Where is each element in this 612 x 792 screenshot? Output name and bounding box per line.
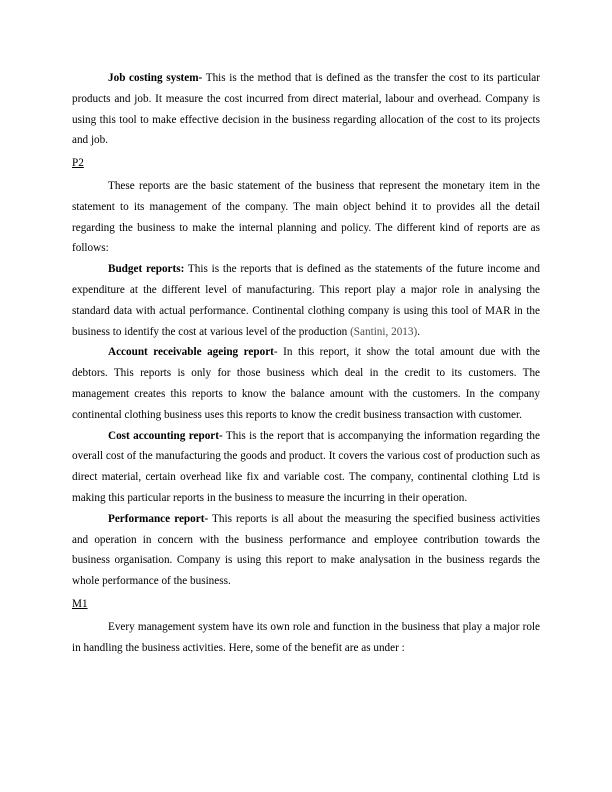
cost-accounting-label: Cost accounting report- (108, 429, 223, 442)
ageing-report-paragraph (72, 342, 540, 425)
m1-intro-paragraph: Every management system have its own role and function in the business that play a major role in handling the business activities. Here, some of the benefit are as under : (72, 620, 540, 654)
job-costing-label: Job costing system- (108, 72, 203, 84)
section-heading-p2: P2 (72, 157, 84, 170)
document-page (72, 68, 540, 658)
performance-report-text: This reports is all about the measuring the specified business activities and operation in concern with the business performance and employee contribution towards the business organisation. Company is using this report to make analysation in the business regards the whole performance of the business. (72, 512, 541, 588)
cost-accounting-paragraph (72, 426, 540, 509)
budget-reports-paragraph (72, 259, 540, 342)
p2-intro-paragraph: These reports are the basic statement of the business that represent the monetary item in the statement to its management of the company. The main object behind it to provides all the detail regarding the business to make the internal planning and policy. The different kind of reports are as follows: (72, 179, 540, 255)
budget-reports-label: Budget reports: (108, 263, 185, 276)
section-heading-m1: M1 (72, 597, 88, 610)
cost-accounting-text: This is the report that is accompanying the information regarding the overall cost of the manufacturing the goods and product. It covers the various cost of production such as direct material, certain overhead like fix and variable cost. The company, continental clothing Ltd is making this particular reports in the business to measure the incurring in their operation. (72, 429, 540, 504)
ageing-report-label: Account receivable ageing report (108, 346, 274, 359)
performance-report-paragraph (72, 509, 540, 592)
job-costing-paragraph (72, 68, 540, 151)
job-costing-text: This is the method that is defined as the transfer the cost to its particular products and job. It measure the cost incurred from direct material, labour and overhead. Company is using this tool to make effective decision in the business regarding allocation of the cost to its projects and job. (72, 72, 540, 147)
budget-reports-text: This is the reports that is defined as the statements of the future income and expenditure at the different level of manufacturing. This report play a major role in analysing the standard data with actual performance. Continental clothing company is using this tool of MAR in the business to identify the cost at various level of the production (72, 263, 540, 338)
ageing-report-text: - In this report, it show the total amount due with the debtors. This reports is only for those business which deal in the credit to its customers. The management creates this reports to know the balance amount with the customers. In the company continental clothing business uses this reports to know the credit business transaction with customer. (72, 346, 541, 421)
budget-citation: (Santini, 2013) (350, 325, 418, 338)
performance-report-label: Performance report- (108, 512, 209, 525)
budget-end: . (417, 325, 420, 338)
